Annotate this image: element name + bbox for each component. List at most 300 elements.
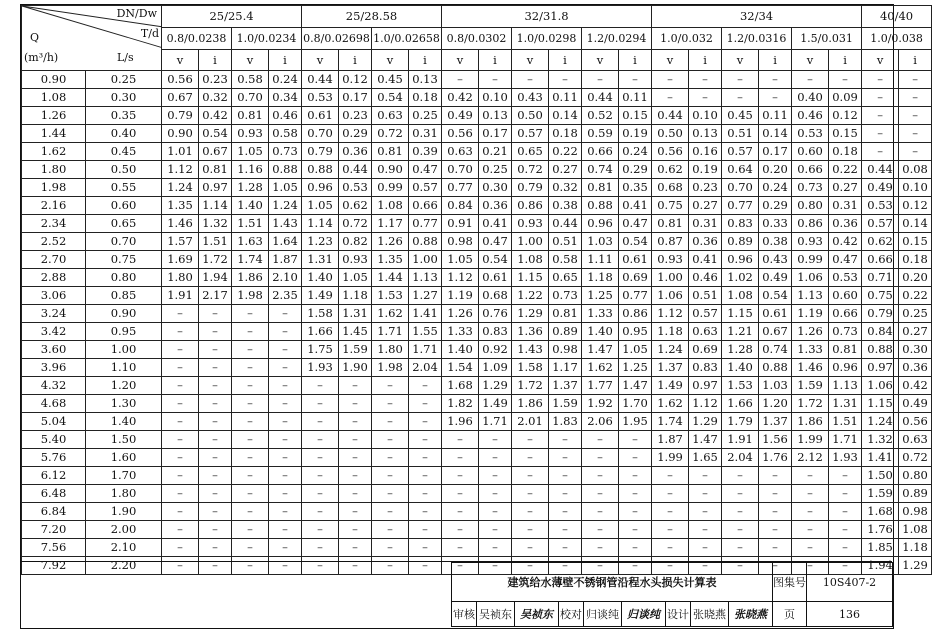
head-loss-cell: 1.55 (409, 323, 442, 341)
velocity-cell: – (722, 467, 759, 485)
velocity-cell: 1.23 (302, 233, 339, 251)
table-row (22, 431, 932, 449)
head-loss-cell: – (549, 539, 582, 557)
head-loss-cell: 0.97 (199, 179, 232, 197)
head-loss-cell: – (479, 521, 512, 539)
velocity-cell: – (162, 359, 199, 377)
flow-m3h-cell: 6.84 (22, 503, 86, 521)
velocity-cell: 1.00 (652, 269, 689, 287)
head-loss-header: i (479, 50, 512, 71)
head-loss-cell: 0.13 (689, 125, 722, 143)
page-number: 136 (807, 602, 893, 627)
velocity-cell: 0.45 (372, 71, 409, 89)
head-loss-cell: 0.73 (829, 323, 862, 341)
head-loss-cell: 0.24 (759, 179, 792, 197)
head-loss-cell: 0.15 (619, 107, 652, 125)
head-loss-cell: 0.20 (899, 269, 932, 287)
corner-header-cell (22, 6, 162, 71)
head-loss-cell: 1.18 (899, 539, 932, 557)
velocity-cell: 0.70 (442, 161, 479, 179)
velocity-cell: 0.84 (862, 323, 899, 341)
velocity-cell: – (302, 503, 339, 521)
velocity-cell: 0.97 (862, 359, 899, 377)
head-loss-cell: 0.73 (549, 287, 582, 305)
velocity-cell: 0.46 (792, 107, 829, 125)
head-loss-cell: – (619, 503, 652, 521)
velocity-cell: 1.46 (792, 359, 829, 377)
flow-ls-cell: 1.90 (86, 503, 162, 521)
flow-m3h-cell: 4.68 (22, 395, 86, 413)
q-label: Q (30, 31, 40, 44)
velocity-cell: 1.25 (582, 287, 619, 305)
reviewer-name: 吴祯东 (477, 602, 515, 627)
velocity-cell: – (232, 323, 269, 341)
head-loss-header: i (899, 50, 932, 71)
head-loss-cell: 0.47 (619, 215, 652, 233)
head-loss-cell: – (269, 359, 302, 377)
velocity-cell: 0.93 (232, 125, 269, 143)
head-loss-cell: – (339, 503, 372, 521)
flow-ls-cell: 2.10 (86, 539, 162, 557)
head-loss-cell: 1.43 (269, 215, 302, 233)
velocity-cell: – (722, 557, 759, 575)
velocity-cell: 1.59 (792, 377, 829, 395)
flow-ls-cell: 0.55 (86, 179, 162, 197)
head-loss-cell: 0.41 (689, 251, 722, 269)
head-loss-cell: 1.05 (269, 179, 302, 197)
head-loss-header: i (759, 50, 792, 71)
head-loss-cell: – (549, 521, 582, 539)
head-loss-cell: 0.36 (479, 197, 512, 215)
velocity-cell: – (372, 557, 409, 575)
velocity-cell: – (302, 557, 339, 575)
velocity-cell: 1.26 (792, 323, 829, 341)
head-loss-cell: 1.71 (829, 431, 862, 449)
velocity-cell: 0.67 (162, 89, 199, 107)
head-loss-cell: 0.33 (759, 215, 792, 233)
sub-header: 1.0/0.038 (862, 28, 932, 50)
velocity-cell: 1.49 (652, 377, 689, 395)
velocity-cell: – (512, 467, 549, 485)
flow-ls-cell: 1.60 (86, 449, 162, 467)
head-loss-cell: 0.32 (199, 89, 232, 107)
group-header: 25/25.4 (162, 6, 302, 28)
head-loss-cell: 0.30 (479, 179, 512, 197)
head-loss-cell: – (759, 89, 792, 107)
velocity-cell: 0.98 (442, 233, 479, 251)
head-loss-cell: – (829, 503, 862, 521)
head-loss-cell: 0.29 (759, 197, 792, 215)
velocity-cell: – (792, 485, 829, 503)
velocity-cell: 1.03 (582, 233, 619, 251)
velocity-cell: 1.66 (722, 395, 759, 413)
dn-dw-label: DN/Dw (116, 7, 157, 20)
velocity-cell: 1.22 (512, 287, 549, 305)
velocity-cell: 0.99 (372, 179, 409, 197)
head-loss-cell: 0.61 (479, 269, 512, 287)
flow-m3h-cell: 7.20 (22, 521, 86, 539)
velocity-cell: – (302, 467, 339, 485)
velocity-cell: – (232, 359, 269, 377)
velocity-cell: – (372, 449, 409, 467)
head-loss-cell: – (199, 377, 232, 395)
head-loss-cell: 0.54 (479, 251, 512, 269)
head-loss-cell: 0.98 (899, 503, 932, 521)
sub-header: 1.0/0.02658 (372, 28, 442, 50)
table-row (22, 395, 932, 413)
head-loss-cell: – (829, 557, 862, 575)
flow-ls-cell: 1.50 (86, 431, 162, 449)
velocity-cell: 1.26 (372, 233, 409, 251)
head-loss-cell: 0.66 (409, 197, 442, 215)
head-loss-cell: 1.00 (409, 251, 442, 269)
velocity-cell: – (512, 485, 549, 503)
title-block (21, 561, 892, 629)
velocity-cell: – (162, 323, 199, 341)
head-loss-cell: 2.10 (269, 269, 302, 287)
head-loss-cell: 0.27 (829, 179, 862, 197)
velocity-cell: 1.08 (512, 251, 549, 269)
head-loss-cell: – (409, 395, 442, 413)
table-row (22, 179, 932, 197)
head-loss-cell: – (689, 71, 722, 89)
head-loss-cell: 0.29 (339, 125, 372, 143)
velocity-cell: 1.50 (862, 467, 899, 485)
flow-ls-cell: 0.50 (86, 161, 162, 179)
head-loss-cell: 1.72 (199, 251, 232, 269)
velocity-cell: – (792, 503, 829, 521)
velocity-cell: 1.24 (862, 413, 899, 431)
head-loss-cell: 0.61 (759, 305, 792, 323)
head-loss-cell: 0.86 (619, 305, 652, 323)
velocity-cell: 1.80 (162, 269, 199, 287)
flow-ls-cell: 0.30 (86, 89, 162, 107)
velocity-cell: 0.52 (582, 107, 619, 125)
flow-m3h-cell: 3.96 (22, 359, 86, 377)
velocity-cell: – (302, 449, 339, 467)
velocity-cell: 0.77 (722, 197, 759, 215)
head-loss-cell: – (479, 431, 512, 449)
head-loss-header: i (619, 50, 652, 71)
head-loss-cell: – (759, 71, 792, 89)
velocity-cell: 1.40 (722, 359, 759, 377)
head-loss-cell: 1.08 (899, 521, 932, 539)
head-loss-cell: 1.27 (409, 287, 442, 305)
flow-m3h-cell: 6.12 (22, 467, 86, 485)
velocity-cell: 0.43 (512, 89, 549, 107)
velocity-cell: 2.01 (512, 413, 549, 431)
title-block-table (451, 562, 893, 627)
velocity-cell: 1.69 (162, 251, 199, 269)
head-loss-cell: 0.24 (619, 143, 652, 161)
velocity-cell: 0.81 (372, 143, 409, 161)
velocity-cell: 1.68 (442, 377, 479, 395)
velocity-cell: – (862, 71, 899, 89)
table-row (22, 305, 932, 323)
velocity-cell: 1.54 (442, 359, 479, 377)
head-loss-cell: 0.92 (479, 341, 512, 359)
velocity-cell: 1.40 (302, 269, 339, 287)
velocity-cell: 1.77 (582, 377, 619, 395)
head-loss-cell: – (199, 359, 232, 377)
head-loss-cell: – (269, 467, 302, 485)
head-loss-cell: 1.65 (689, 449, 722, 467)
head-loss-cell: – (619, 521, 652, 539)
head-loss-cell: 2.17 (199, 287, 232, 305)
head-loss-cell: – (339, 449, 372, 467)
velocity-cell: 2.04 (722, 449, 759, 467)
head-loss-cell: – (759, 521, 792, 539)
head-loss-cell: 0.89 (549, 323, 582, 341)
head-loss-cell: – (269, 377, 302, 395)
velocity-cell: – (162, 521, 199, 539)
head-loss-cell: 1.29 (689, 413, 722, 431)
head-loss-cell: – (689, 503, 722, 521)
head-loss-cell: 0.32 (549, 179, 582, 197)
head-loss-cell: – (689, 557, 722, 575)
table-row (22, 413, 932, 431)
velocity-cell: 0.74 (582, 161, 619, 179)
velocity-cell: 1.91 (162, 287, 199, 305)
head-loss-cell: 0.23 (689, 179, 722, 197)
head-loss-cell: – (409, 539, 442, 557)
velocity-cell: 1.08 (372, 197, 409, 215)
velocity-cell: – (162, 485, 199, 503)
flow-m3h-cell: 1.80 (22, 161, 86, 179)
sub-header: 1.0/0.0298 (512, 28, 582, 50)
velocity-cell: – (372, 377, 409, 395)
velocity-cell: – (652, 485, 689, 503)
head-loss-cell: – (899, 71, 932, 89)
velocity-cell: 1.53 (372, 287, 409, 305)
velocity-cell: – (652, 521, 689, 539)
head-loss-cell: 0.66 (829, 305, 862, 323)
head-loss-cell: 2.35 (269, 287, 302, 305)
velocity-cell: – (232, 377, 269, 395)
velocity-cell: 1.79 (722, 413, 759, 431)
head-loss-cell: 1.37 (549, 377, 582, 395)
velocity-cell: 0.83 (722, 215, 759, 233)
sub-header: 0.8/0.02698 (302, 28, 372, 50)
flow-ls-cell: 1.20 (86, 377, 162, 395)
velocity-cell: – (162, 395, 199, 413)
flow-ls-cell: 1.70 (86, 467, 162, 485)
velocity-cell: 1.49 (302, 287, 339, 305)
head-loss-cell: – (199, 431, 232, 449)
head-loss-cell: 0.57 (689, 305, 722, 323)
sub-header: 1.0/0.032 (652, 28, 722, 50)
head-loss-cell: 1.12 (689, 395, 722, 413)
head-loss-cell: – (409, 557, 442, 575)
head-loss-cell: 1.70 (619, 395, 652, 413)
velocity-cell: – (162, 449, 199, 467)
head-loss-cell: 2.04 (409, 359, 442, 377)
velocity-cell: – (162, 431, 199, 449)
head-loss-cell: 1.13 (409, 269, 442, 287)
velocity-cell: 1.37 (652, 359, 689, 377)
head-loss-cell: 0.18 (899, 251, 932, 269)
table-row (22, 377, 932, 395)
head-loss-cell: 0.10 (689, 107, 722, 125)
velocity-cell: 1.72 (512, 377, 549, 395)
head-loss-cell: – (269, 305, 302, 323)
velocity-cell: 0.44 (582, 89, 619, 107)
head-loss-cell: – (339, 395, 372, 413)
velocity-cell: – (512, 449, 549, 467)
velocity-cell: – (792, 557, 829, 575)
table-row (22, 503, 932, 521)
head-loss-cell: – (899, 143, 932, 161)
flow-ls-cell: 0.25 (86, 71, 162, 89)
velocity-cell: 0.86 (512, 197, 549, 215)
head-loss-cell: – (899, 125, 932, 143)
head-loss-cell: 1.51 (199, 233, 232, 251)
head-loss-cell: 0.80 (899, 467, 932, 485)
head-loss-cell: 0.19 (689, 161, 722, 179)
head-loss-cell: 0.36 (339, 143, 372, 161)
flow-m3h-cell: 3.60 (22, 341, 86, 359)
head-loss-cell: 0.14 (759, 125, 792, 143)
head-loss-cell: 0.12 (829, 107, 862, 125)
velocity-cell: – (162, 503, 199, 521)
velocity-cell: 0.44 (302, 71, 339, 89)
velocity-cell: – (512, 71, 549, 89)
head-loss-cell: 0.63 (899, 431, 932, 449)
table-row (22, 323, 932, 341)
head-loss-cell: – (549, 431, 582, 449)
velocity-cell: 1.05 (442, 251, 479, 269)
head-loss-cell: 0.22 (549, 143, 582, 161)
velocity-cell: 0.88 (302, 161, 339, 179)
head-loss-cell: – (759, 467, 792, 485)
head-loss-cell: 1.41 (409, 305, 442, 323)
head-loss-cell: 0.11 (759, 107, 792, 125)
flow-ls-cell: 1.00 (86, 341, 162, 359)
head-loss-cell: 0.13 (479, 107, 512, 125)
velocity-cell: – (722, 503, 759, 521)
head-loss-cell: 0.22 (829, 161, 862, 179)
head-loss-cell: – (199, 449, 232, 467)
velocity-cell: 1.62 (652, 395, 689, 413)
velocity-cell: 0.57 (722, 143, 759, 161)
head-loss-cell: 0.41 (619, 197, 652, 215)
velocity-cell: – (232, 503, 269, 521)
velocity-cell: 1.71 (372, 323, 409, 341)
head-loss-cell: – (549, 557, 582, 575)
head-loss-cell: – (339, 413, 372, 431)
velocity-cell: 1.12 (162, 161, 199, 179)
table-row (22, 197, 932, 215)
velocity-cell: 0.75 (862, 287, 899, 305)
flow-ls-cell: 0.90 (86, 305, 162, 323)
table-row (22, 287, 932, 305)
velocity-cell: 1.18 (652, 323, 689, 341)
head-loss-cell: 0.11 (549, 89, 582, 107)
flow-m3h-cell: 1.26 (22, 107, 86, 125)
head-loss-cell: 0.42 (829, 233, 862, 251)
velocity-cell: 0.44 (862, 161, 899, 179)
velocity-cell: 1.06 (862, 377, 899, 395)
velocity-cell: – (862, 143, 899, 161)
head-loss-cell: 0.76 (479, 305, 512, 323)
velocity-cell: 0.81 (582, 179, 619, 197)
flow-ls-cell: 0.45 (86, 143, 162, 161)
head-loss-cell: – (269, 503, 302, 521)
velocity-cell: 1.66 (302, 323, 339, 341)
head-loss-cell: 0.46 (269, 107, 302, 125)
velocity-cell: – (442, 71, 479, 89)
head-loss-cell: 0.81 (199, 161, 232, 179)
head-loss-cell: – (689, 539, 722, 557)
flow-m3h-cell: 7.56 (22, 539, 86, 557)
velocity-cell: 1.40 (232, 197, 269, 215)
velocity-cell: – (442, 557, 479, 575)
velocity-cell: 0.53 (792, 125, 829, 143)
flow-m3h-cell: 1.62 (22, 143, 86, 161)
head-loss-cell: – (199, 521, 232, 539)
head-loss-cell: – (759, 557, 792, 575)
head-loss-cell: – (269, 395, 302, 413)
velocity-header: v (792, 50, 829, 71)
flow-ls-cell: 0.65 (86, 215, 162, 233)
velocity-cell: 0.57 (512, 125, 549, 143)
velocity-cell: 1.99 (652, 449, 689, 467)
head-loss-cell: – (269, 341, 302, 359)
sub-header: 0.8/0.0302 (442, 28, 512, 50)
velocity-cell: – (582, 71, 619, 89)
velocity-cell: – (232, 539, 269, 557)
table-row (22, 125, 932, 143)
velocity-cell: 0.90 (372, 161, 409, 179)
head-loss-cell: – (479, 539, 512, 557)
flow-ls-cell: 1.40 (86, 413, 162, 431)
head-loss-table (21, 5, 932, 575)
head-loss-cell: 1.09 (479, 359, 512, 377)
head-loss-cell: 1.87 (269, 251, 302, 269)
flow-m3h-cell: 5.76 (22, 449, 86, 467)
velocity-cell: 1.40 (442, 341, 479, 359)
velocity-cell: – (372, 431, 409, 449)
velocity-cell: – (722, 539, 759, 557)
head-loss-cell: 1.05 (619, 341, 652, 359)
head-loss-cell: 0.54 (199, 125, 232, 143)
velocity-cell: 0.59 (582, 125, 619, 143)
velocity-cell: 0.44 (652, 107, 689, 125)
velocity-cell: 1.74 (652, 413, 689, 431)
velocity-cell: 0.71 (862, 269, 899, 287)
velocity-cell: 1.35 (162, 197, 199, 215)
velocity-header: v (722, 50, 759, 71)
head-loss-cell: – (269, 485, 302, 503)
head-loss-cell: 0.54 (759, 287, 792, 305)
head-loss-cell: 0.15 (829, 125, 862, 143)
head-loss-cell: 0.12 (339, 71, 372, 89)
velocity-cell: 0.56 (442, 125, 479, 143)
velocity-cell: 1.24 (162, 179, 199, 197)
head-loss-cell: – (269, 557, 302, 575)
table-row (22, 215, 932, 233)
velocity-cell: 0.80 (792, 197, 829, 215)
head-loss-cell: – (619, 467, 652, 485)
head-loss-cell: – (199, 323, 232, 341)
table-row (22, 269, 932, 287)
velocity-cell: 1.80 (372, 341, 409, 359)
velocity-cell: – (582, 521, 619, 539)
flow-ls-cell: 0.40 (86, 125, 162, 143)
velocity-cell: – (722, 521, 759, 539)
head-loss-cell: 0.18 (409, 89, 442, 107)
head-loss-cell: 0.17 (759, 143, 792, 161)
